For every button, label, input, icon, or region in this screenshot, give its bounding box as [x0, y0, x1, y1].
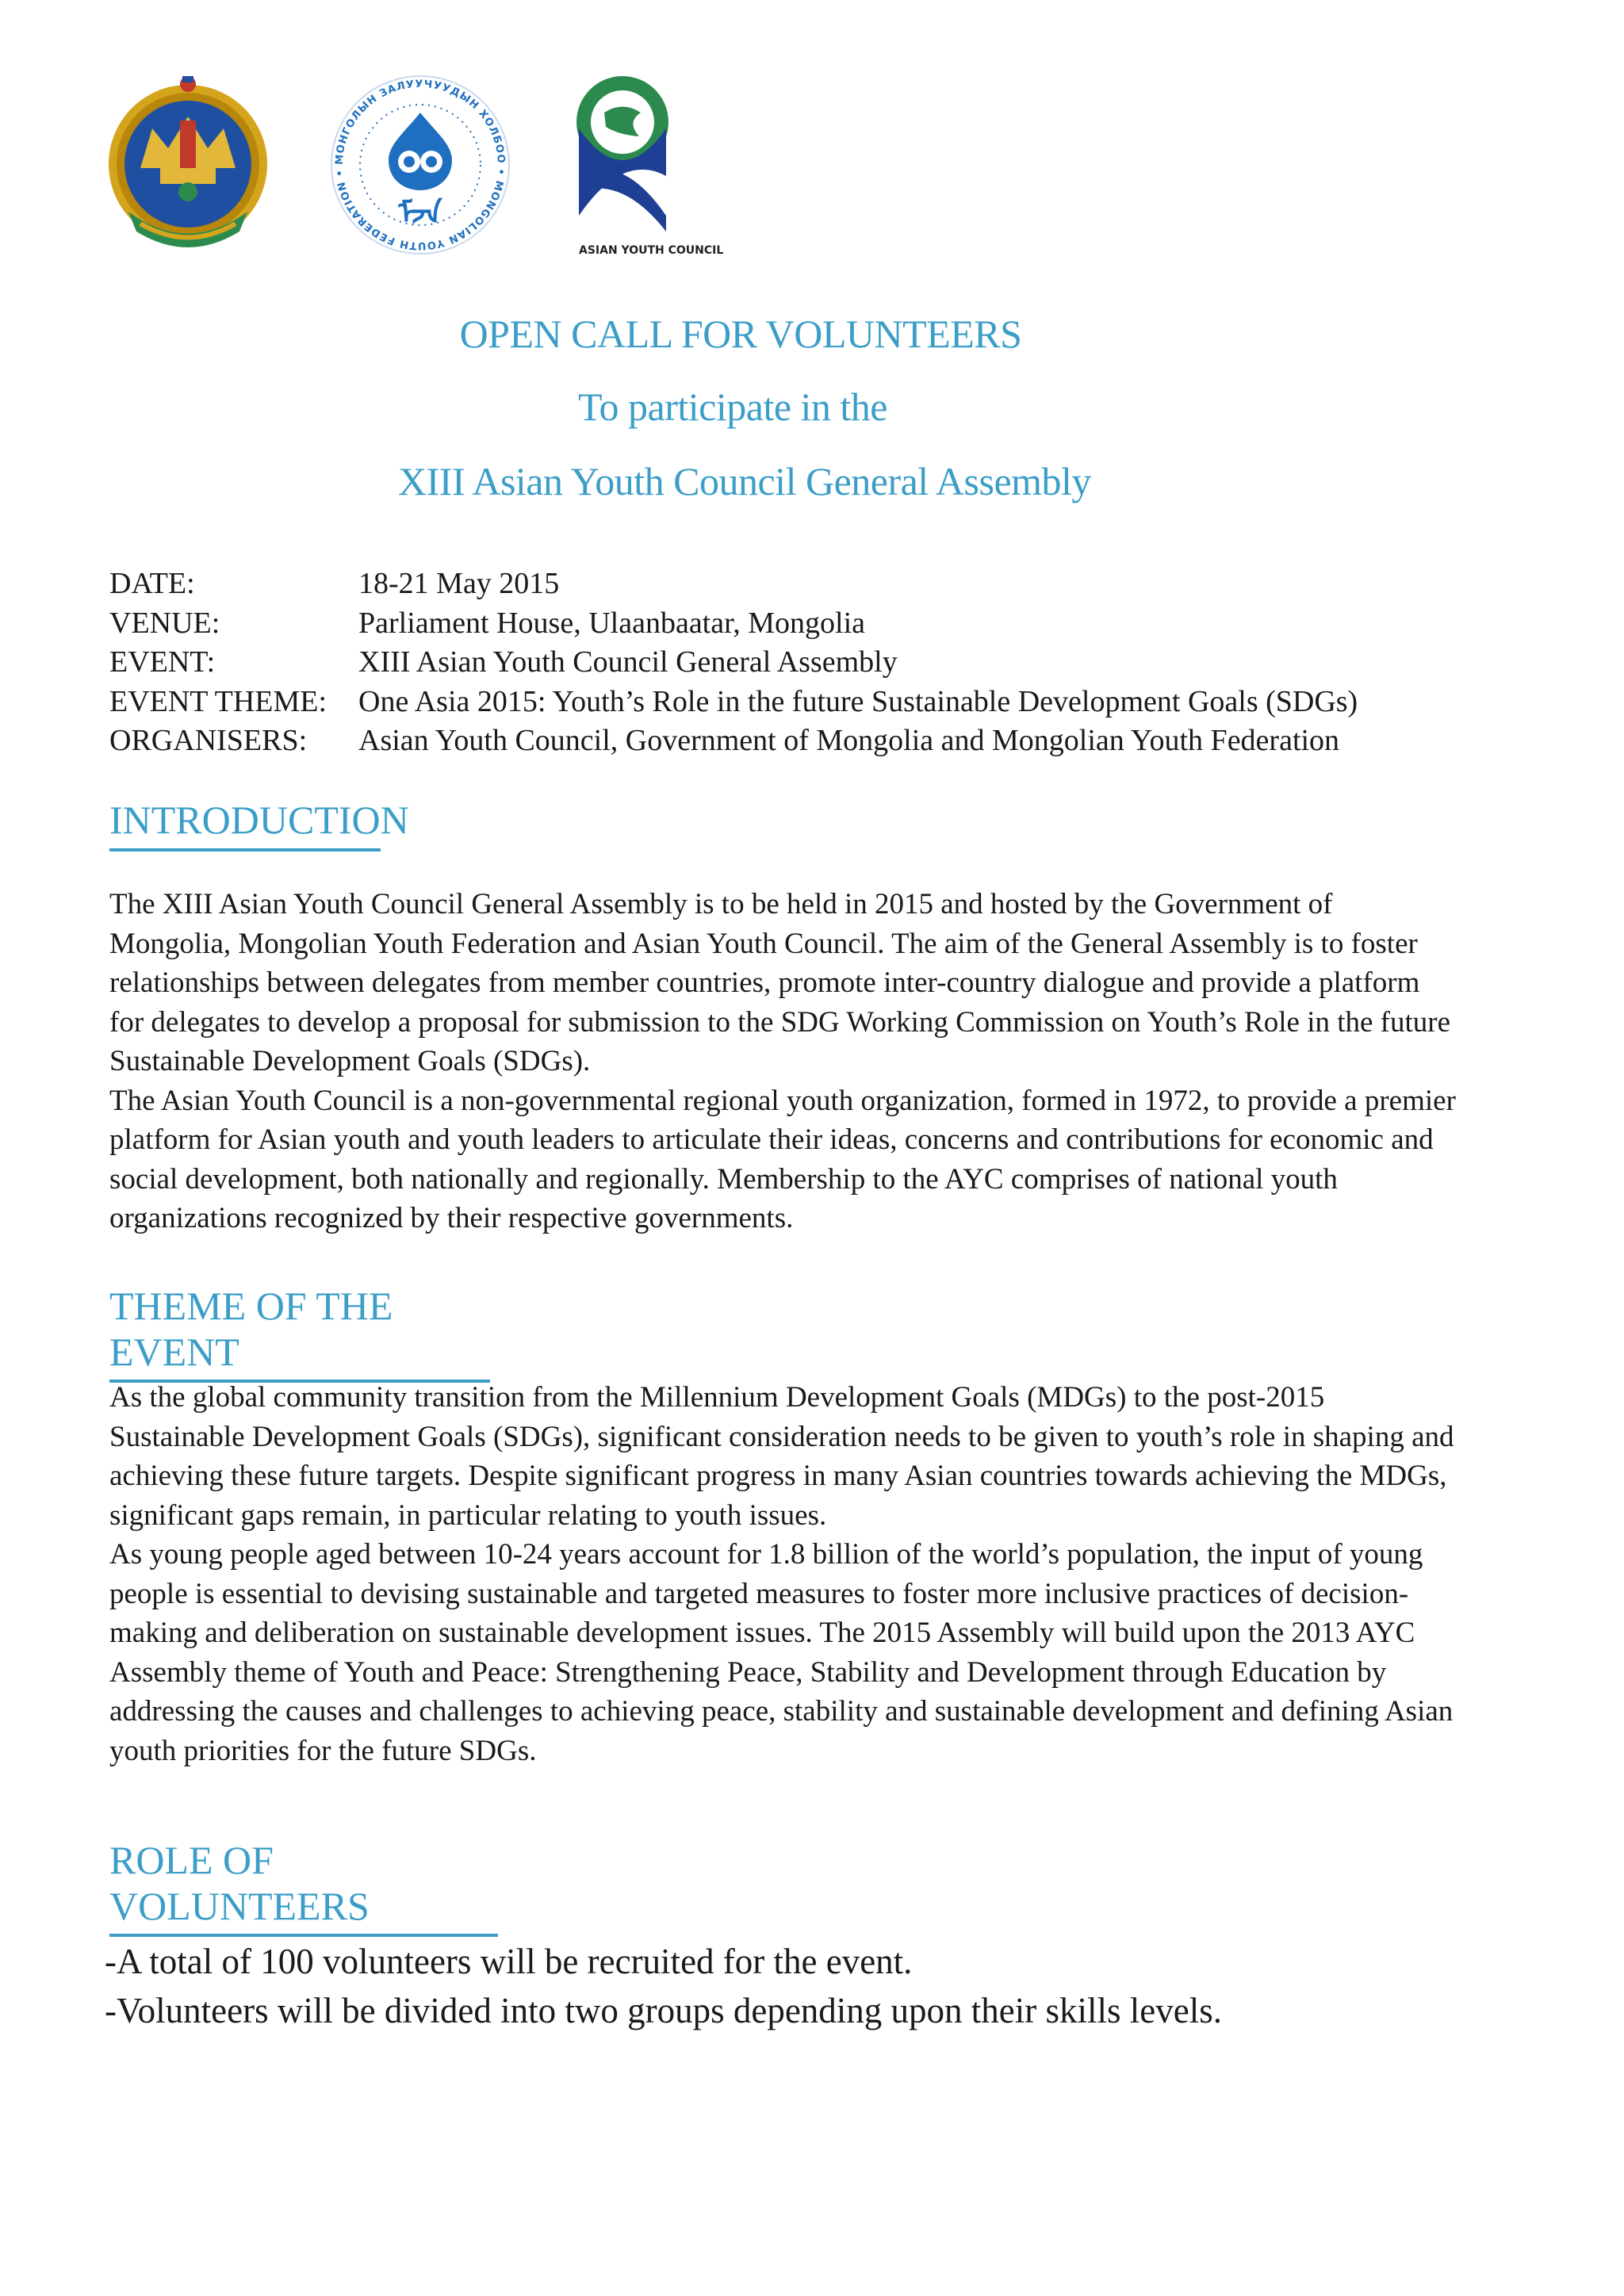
- introduction-heading: INTRODUCTION: [109, 798, 381, 851]
- ayc-ring-text: ASIAN YOUTH COUNCIL: [579, 244, 724, 257]
- info-value: Parliament House, Ulaanbaatar, Mongolia: [358, 606, 866, 640]
- event-info-table: [109, 564, 1358, 761]
- introduction-body: [109, 885, 1457, 1238]
- info-value: One Asia 2015: Youth’s Role in the future Sustainable Development Goals (SDGs): [358, 684, 1358, 718]
- myf-ring-text: МОНГОЛЫН ЗАЛУУЧУУДЫН ХОЛБОО • MONGOLIAN YOUTH FEDERATION •: [333, 78, 508, 252]
- info-key: DATE:: [109, 567, 195, 600]
- mongolian-youth-federation-logo: [325, 73, 515, 260]
- info-value: XIII Asian Youth Council General Assembly: [358, 645, 898, 679]
- info-value: 18-21 May 2015: [358, 567, 560, 600]
- role-heading: ROLE OF VOLUNTEERS: [109, 1838, 498, 1937]
- info-key: EVENT:: [109, 645, 216, 679]
- role-bullet-list: [105, 1937, 1222, 2035]
- event-title: XIII Asian Youth Council General Assembly: [398, 459, 1091, 503]
- info-row-organisers: [109, 721, 1358, 761]
- myf-script-text: ᠮᠵᠨ: [398, 196, 442, 231]
- mongolia-emblem-logo: [105, 73, 271, 260]
- info-row-event-theme: [109, 683, 1358, 722]
- info-row-venue: [109, 604, 1358, 644]
- introduction-paragraph-1: The XIII Asian Youth Council General Assembly is to be held in 2015 and hosted by the Government of Mongolia, Mongolian Youth Federation and Asian Youth Council. The aim of the General Assembly is to foster relationships between delegates from member countries, promote inter-country dialogue and provide a platform for delegates to develop a proposal for submission to the SDG Working Commission on Youth’s Role in the future Sustainable Development Goals (SDGs).: [109, 888, 1451, 1077]
- page-subtitle: To participate in the: [577, 385, 887, 429]
- info-row-date: [109, 564, 1358, 604]
- info-value: Asian Youth Council, Government of Mongolia and Mongolian Youth Federation: [358, 724, 1340, 757]
- list-item: -Volunteers will be divided into two groups depending upon their skills levels.: [105, 1991, 1222, 2030]
- introduction-paragraph-2: The Asian Youth Council is a non-governmental regional youth organization, formed in 1972, to provide a premier platform for Asian youth and youth leaders to articulate their ideas, concerns and contributions for economic and social development, both nationally and regionally. Membership to the AYC comprises of national youth organizations recognized by their respective governments.: [109, 1084, 1456, 1234]
- info-key: EVENT THEME:: [109, 684, 327, 718]
- theme-body: [109, 1378, 1457, 1770]
- asian-youth-council-logo: [563, 73, 724, 260]
- list-item: -A total of 100 volunteers will be recruited for the event.: [105, 1942, 913, 1981]
- info-key: VENUE:: [109, 606, 220, 640]
- info-row-event: [109, 643, 1358, 683]
- theme-paragraph-2: As young people aged between 10-24 years account for 1.8 billion of the world’s population, the input of young people is essential to devising sustainable and targeted measures to foster more inclusive practices of decision-making and deliberation on sustainable development issues. The 2015 Assembly will build upon the 2013 AYC Assembly theme of Youth and Peace: Strengthening Peace, Stability and Development through Education by addressing the causes and challenges to achieving peace, stability and sustainable development and defining Asian youth priorities for the future SDGs.: [109, 1538, 1454, 1767]
- theme-heading: THEME OF THE EVENT: [109, 1284, 490, 1383]
- page-title: OPEN CALL FOR VOLUNTEERS: [459, 312, 1022, 356]
- info-key: ORGANISERS:: [109, 724, 308, 757]
- theme-paragraph-1: As the global community transition from the Millennium Development Goals (MDGs) to the post-2015 Sustainable Development Goals (SDGs), significant consideration needs to be given to youth’s role in shaping and achieving these future targets. Despite significant progress in many Asian countries towards achieving the MDGs, significant gaps remain, in particular relating to youth issues.: [109, 1381, 1454, 1532]
